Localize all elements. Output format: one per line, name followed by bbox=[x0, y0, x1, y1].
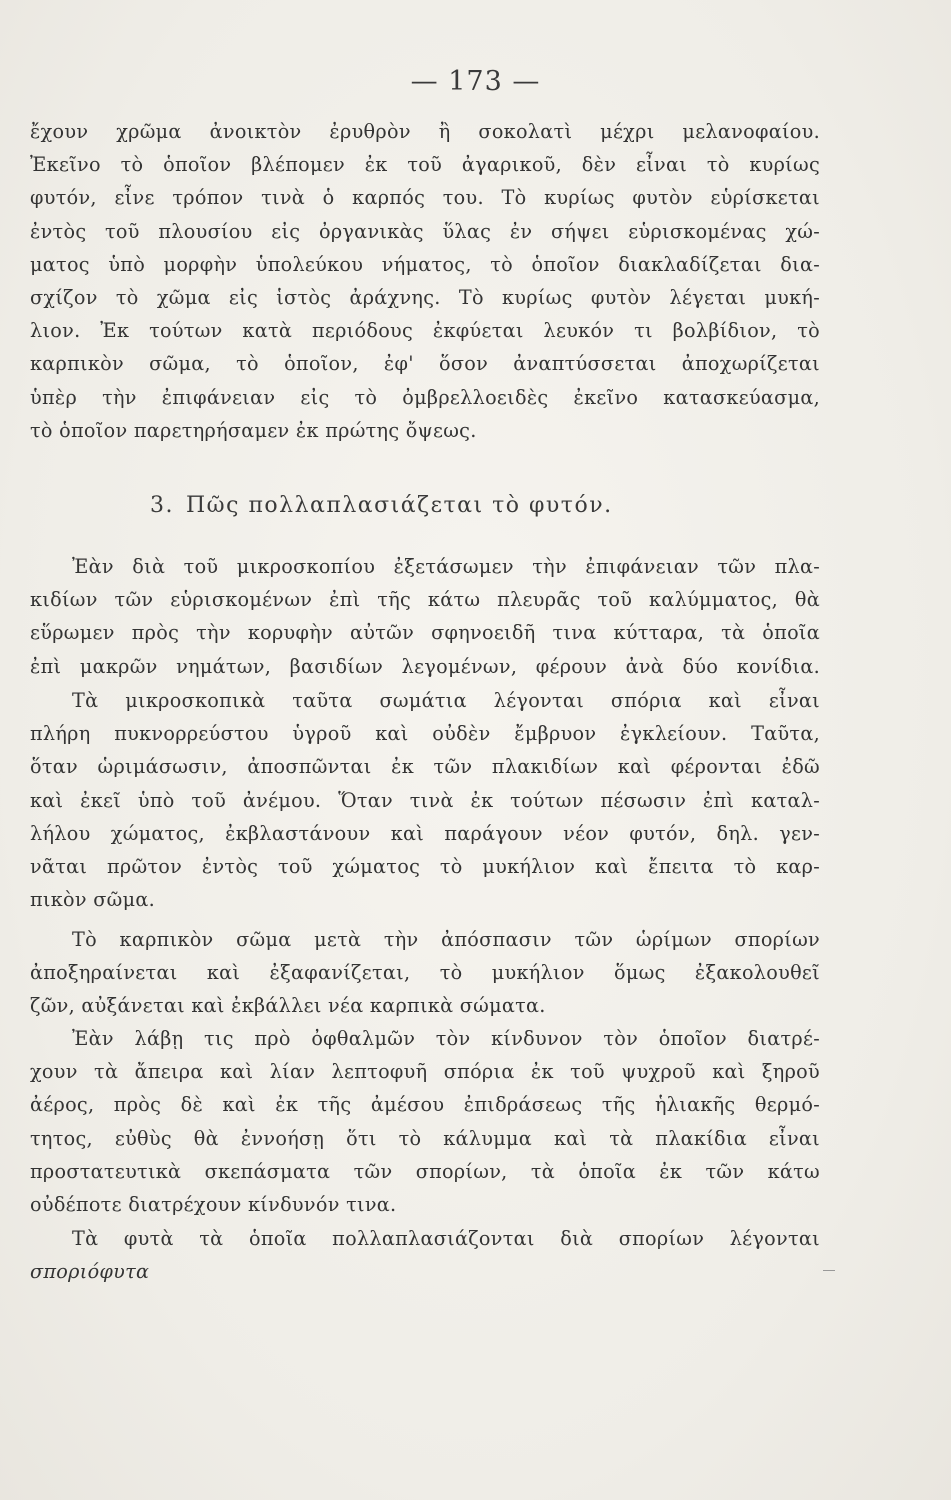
text-line: ἀποξηραίνεται καὶ ἐξαφανίζεται, τὸ μυκήλιον ὅμως ἐξακολουθεῖ bbox=[30, 961, 820, 985]
text-line: λιον. Ἐκ τούτων κατὰ περιόδους ἐκφύεται λευκόν τι βολβίδιον, τὸ bbox=[30, 319, 820, 343]
text-line: τὸ ὁποῖον παρετηρήσαμεν ἐκ πρώτης ὄψεως. bbox=[30, 418, 477, 442]
text-line: καὶ ἐκεῖ ὑπὸ τοῦ ἀνέμου. Ὅταν τινὰ ἐκ τούτων πέσωσιν ἐπὶ καταλ- bbox=[30, 788, 820, 812]
text-line: χουν τὰ ἄπειρα καὶ λίαν λεπτοφυῆ σπόρια ἐκ τοῦ ψυχροῦ καὶ ξηροῦ bbox=[30, 1060, 820, 1084]
paragraph-spores bbox=[30, 684, 820, 916]
paragraph-fruiting-body bbox=[30, 923, 820, 1023]
text-line: ἀέρος, πρὸς δὲ καὶ ἐκ τῆς ἀμέσου ἐπιδράσεως τῆς ἡλιακῆς θερμό- bbox=[30, 1093, 820, 1117]
paragraph-sporophytes bbox=[30, 1222, 820, 1288]
text-line: Ἐὰν διὰ τοῦ μικροσκοπίου ἐξετάσωμεν τὴν ἐπιφάνειαν τῶν πλα- bbox=[72, 555, 820, 578]
text-line: σχίζον τὸ χῶμα εἰς ἱστὸς ἀράχνης. Τὸ κυρίως φυτὸν λέγεται μυκή- bbox=[30, 286, 820, 310]
text-line: λήλου χώματος, ἐκβλαστάνουν καὶ παράγουν νέον φυτόν, δηλ. γεν- bbox=[30, 821, 820, 845]
text-line: ὑπὲρ τὴν ἐπιφάνειαν εἰς τὸ ὀμβρελλοειδὲς ἐκεῖνο κατασκεύασμα, bbox=[30, 385, 820, 409]
text-line: σποριόφυτα bbox=[30, 1260, 150, 1284]
scan-artifact bbox=[823, 1270, 835, 1271]
paragraph-microscope bbox=[30, 550, 820, 683]
page-number: — 173 — bbox=[410, 66, 541, 97]
section-title: Πῶς πολλαπλασιάζεται τὸ φυτόν. bbox=[186, 493, 613, 518]
text-line: κιδίων τῶν εὑρισκομένων ἐπὶ τῆς κάτω πλευρᾶς τοῦ καλύμματος, θὰ bbox=[30, 588, 820, 612]
text-line: νᾶται πρῶτον ἐντὸς τοῦ χώματος τὸ μυκήλιον καὶ ἔπειτα τὸ καρ- bbox=[30, 855, 820, 879]
text-line: πλήρη πυκνορρεύστου ὑγροῦ καὶ οὐδὲν ἔμβρυον ἐγκλείουν. Ταῦτα, bbox=[30, 722, 820, 746]
text-line: ὅταν ὡριμάσωσιν, ἀποσπῶνται ἐκ τῶν πλακιδίων καὶ φέρονται ἐδῶ bbox=[30, 755, 820, 779]
text-line: προστατευτικὰ σκεπάσματα τῶν σπορίων, τὰ ὁποῖα ἐκ τῶν κάτω bbox=[30, 1159, 820, 1183]
text-line: ἐπὶ μακρῶν νημάτων, βασιδίων λεγομένων, φέρουν ἀνὰ δύο κονίδια. bbox=[30, 654, 820, 678]
text-line: καρπικὸν σῶμα, τὸ ὁποῖον, ἐφ' ὅσον ἀναπτύσσεται ἀποχωρίζεται bbox=[30, 352, 820, 376]
text-line: οὐδέποτε διατρέχουν κίνδυνόν τινα. bbox=[30, 1193, 397, 1217]
text-line: Τὰ μικροσκοπικὰ ταῦτα σωμάτια λέγονται σπόρια καὶ εἶναι bbox=[72, 689, 820, 712]
section-number: 3. bbox=[150, 493, 174, 518]
section-heading bbox=[150, 493, 613, 518]
text-line: ματος ὑπὸ μορφὴν ὑπολεύκου νήματος, τὸ ὁποῖον διακλαδίζεται δια- bbox=[30, 252, 820, 276]
text-line: φυτόν, εἶνε τρόπον τινὰ ὁ καρπός του. Τὸ κυρίως φυτὸν εὑρίσκεται bbox=[30, 186, 820, 210]
paragraph-protection bbox=[30, 1022, 820, 1221]
text-line: Τὸ καρπικὸν σῶμα μετὰ τὴν ἀπόσπασιν τῶν ὡρίμων σπορίων bbox=[72, 928, 820, 951]
text-line: Ἐκεῖνο τὸ ὁποῖον βλέπομεν ἐκ τοῦ ἀγαρικοῦ, δὲν εἶναι τὸ κυρίως bbox=[30, 153, 820, 177]
text-line: ἐντὸς τοῦ πλουσίου εἰς ὀργανικὰς ὕλας ἐν σήψει εὑρισκομένας χώ- bbox=[30, 219, 820, 243]
text-line: τητος, εὐθὺς θὰ ἐννοήσῃ ὅτι τὸ κάλυμμα καὶ τὰ πλακίδια εἶναι bbox=[30, 1126, 820, 1150]
text-line: εὕρωμεν πρὸς τὴν κορυφὴν αὐτῶν σφηνοειδῆ τινα κύτταρα, τὰ ὁποῖα bbox=[30, 621, 820, 645]
text-line: ἔχουν χρῶμα ἀνοικτὸν ἐρυθρὸν ἢ σοκολατὶ μέχρι μελανοφαίου. bbox=[30, 120, 820, 143]
text-line: Ἐὰν λάβῃ τις πρὸ ὀφθαλμῶν τὸν κίνδυνον τὸν ὁποῖον διατρέ- bbox=[72, 1027, 820, 1050]
paragraph-mushroom-mycelium bbox=[30, 115, 820, 447]
text-line: ζῶν, αὐξάνεται καὶ ἐκβάλλει νέα καρπικὰ σώματα. bbox=[30, 994, 546, 1018]
text-line: πικὸν σῶμα. bbox=[30, 888, 156, 912]
text-line: Τὰ φυτὰ τὰ ὁποῖα πολλαπλασιάζονται διὰ σπορίων λέγονται bbox=[72, 1227, 820, 1250]
